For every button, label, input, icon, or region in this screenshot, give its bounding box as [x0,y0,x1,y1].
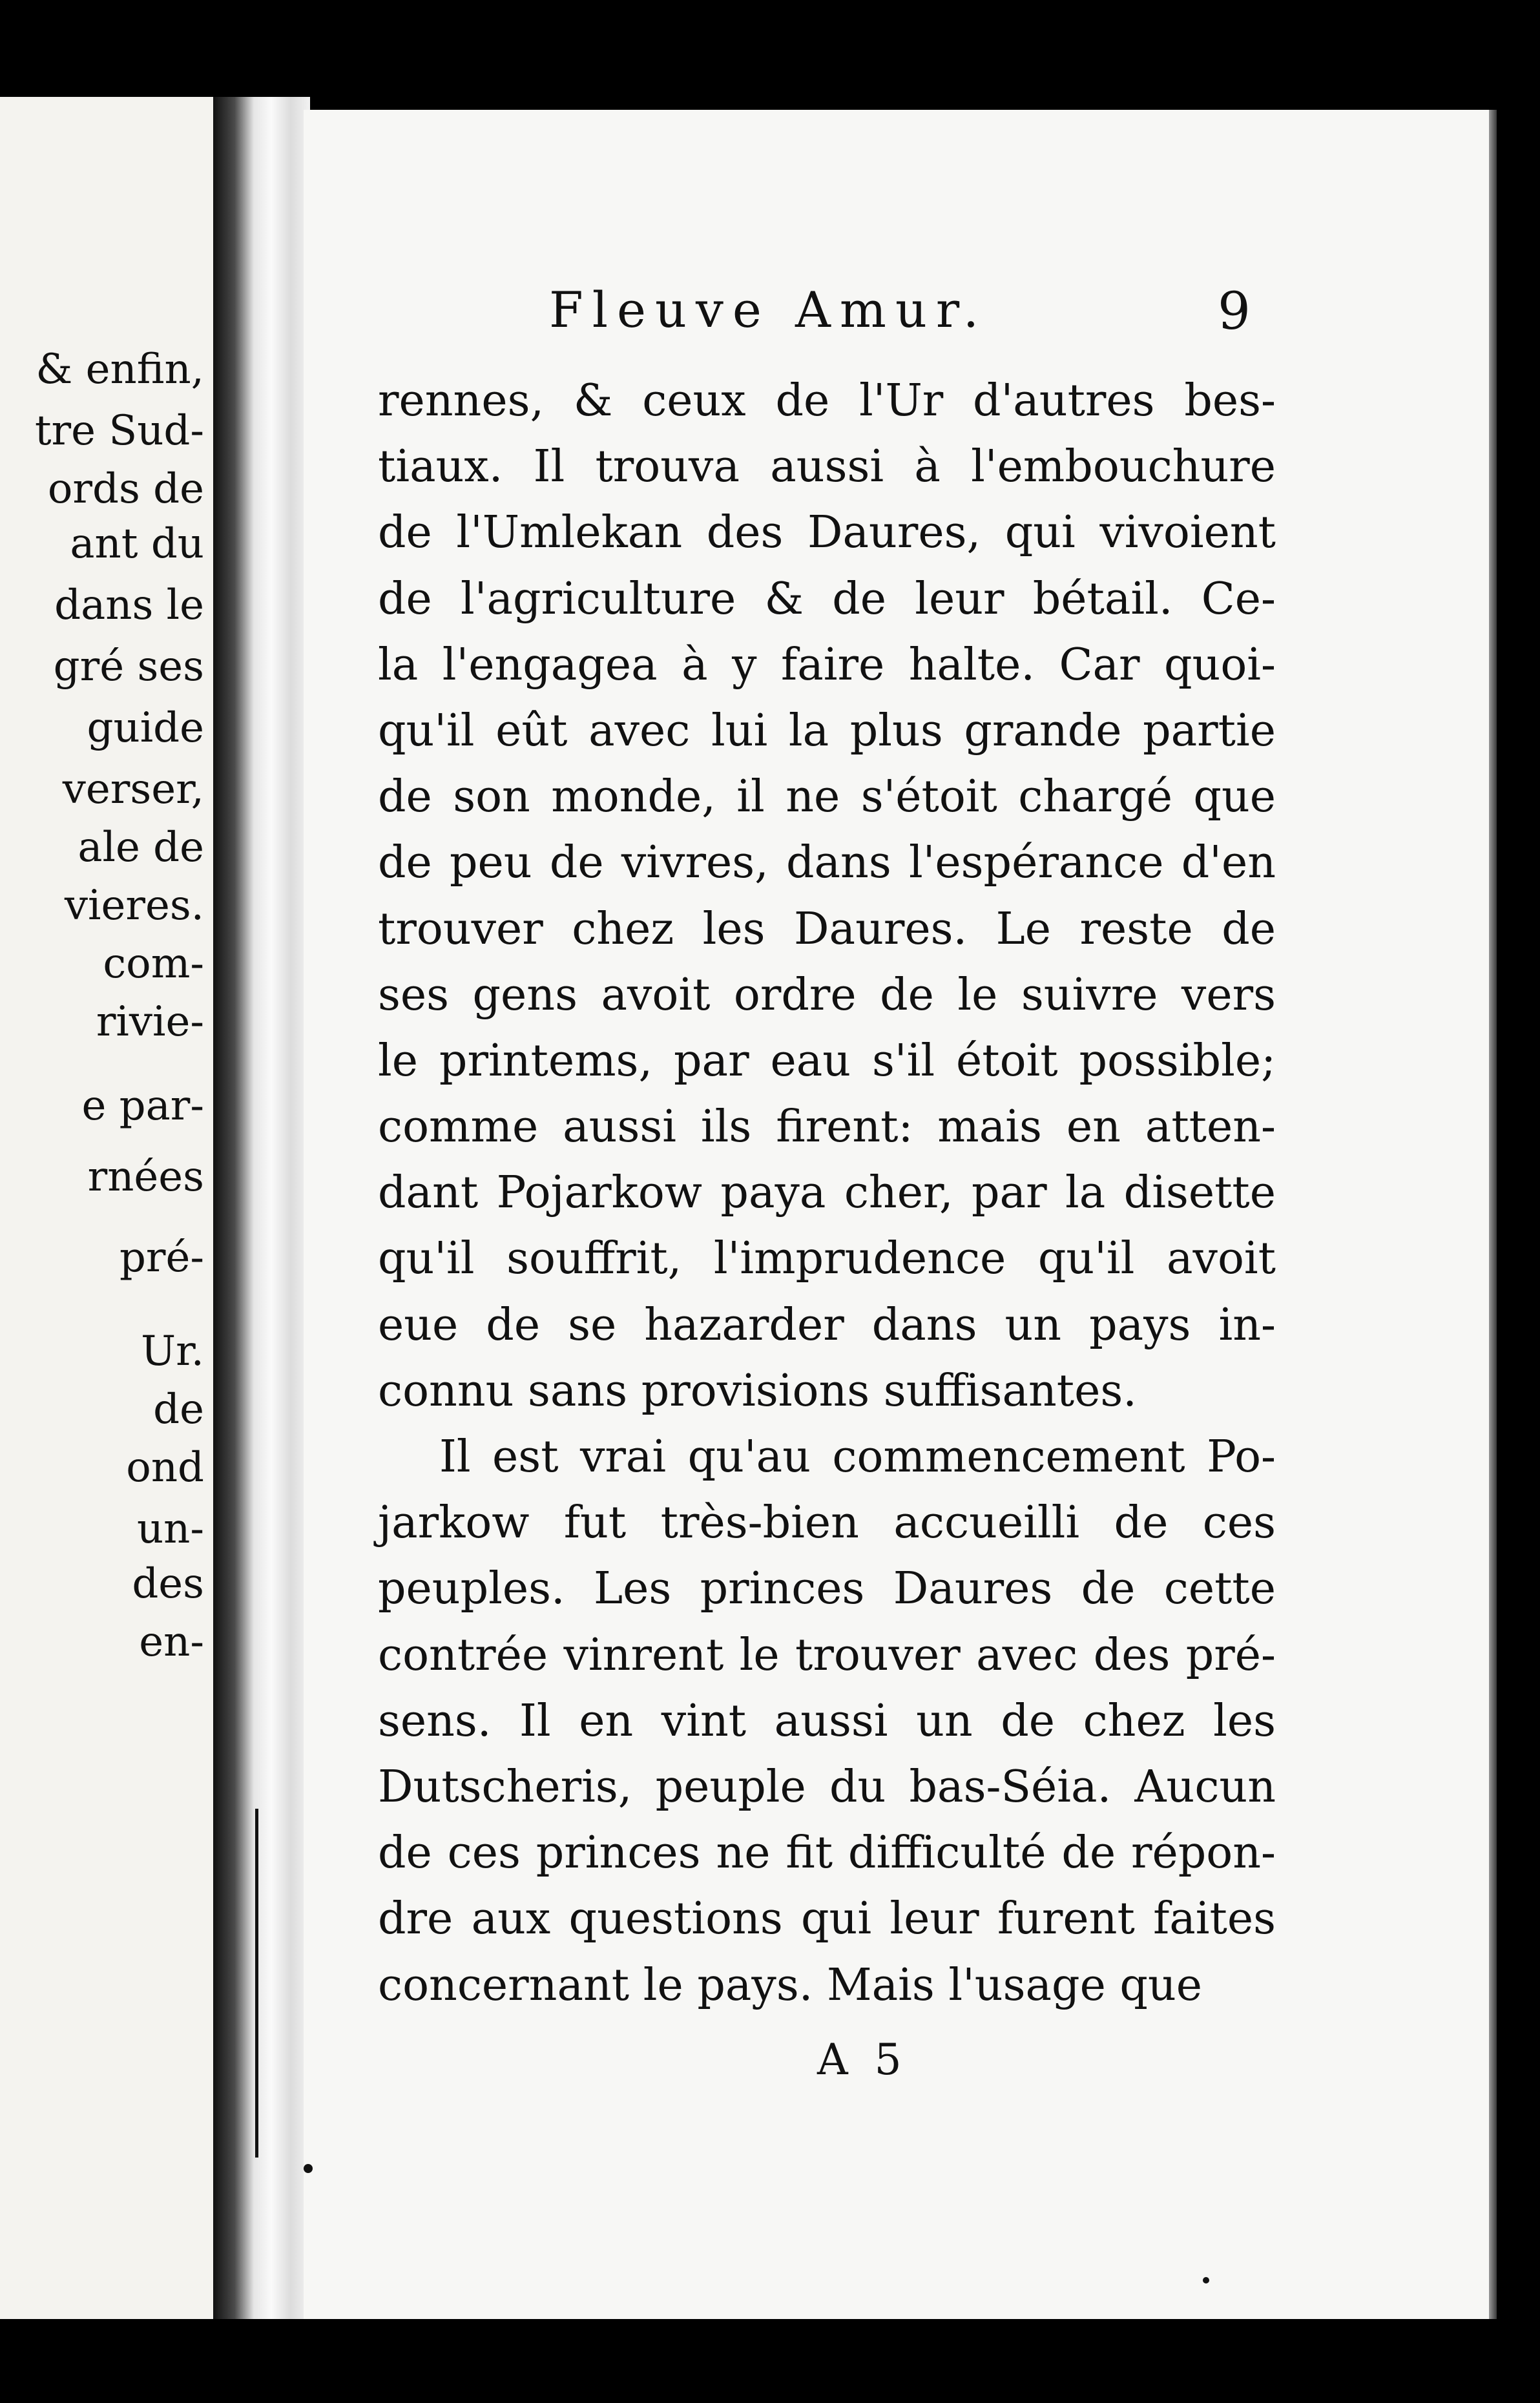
text-line: le printems, par eau s'il étoit possible; [378,1035,1276,1087]
left-page-fragment: tre Sud- [34,407,204,455]
left-page-fragment: rnées [87,1153,204,1201]
left-page-fragment: guide [87,704,204,752]
text-line: dant Pojarkow paya cher, par la disette [378,1167,1276,1219]
signature-mark: A 5 [817,2035,908,2085]
left-page-fragment: de [153,1386,204,1433]
left-page-fragment: & enfin, [36,346,204,393]
text-line: dre aux questions qui leur furent faites [378,1893,1276,1945]
text-line: la l'engagea à y faire halte. Car quoi- [378,639,1276,691]
text-line: Il est vrai qu'au commencement Po- [439,1431,1276,1482]
left-page-fragment: dans le [54,581,204,629]
running-title: Fleuve Amur. [549,281,988,338]
page-speck [1203,2277,1209,2283]
text-line: tiaux. Il trouva aussi à l'embouchure [378,441,1276,493]
book-gutter [213,97,310,2319]
text-line: Dutscheris, peuple du bas-Séia. Aucun [378,1761,1276,1813]
left-page-fragment: un- [136,1505,204,1553]
text-line: concernant le pays. Mais l'usage que [378,1959,1202,2011]
body-text [378,368,1276,2019]
text-line: de l'agriculture & de leur bétail. Ce- [378,573,1276,625]
text-line: de l'Umlekan des Daures, qui vivoient [378,507,1276,559]
left-page-fragment: pré- [119,1234,204,1282]
text-line: comme aussi ils firent: mais en atten- [378,1101,1276,1153]
left-page-fragment: en- [139,1618,204,1666]
text-line: ses gens avoit ordre de le suivre vers [378,969,1276,1021]
text-line: connu sans provisions suffisantes. [378,1365,1137,1417]
left-page [0,97,213,2319]
text-line: de son monde, il ne s'étoit chargé que [378,771,1276,823]
text-line: peuples. Les princes Daures de cette [378,1563,1276,1615]
left-page-fragment: ond [126,1444,204,1492]
left-page-fragment: gré ses [53,643,204,691]
gutter-stitch-mark [255,1809,258,2158]
left-page-fragment: verser, [62,765,204,813]
text-line: contrée vinrent le trouver avec des pré- [378,1629,1276,1681]
left-page-fragment: Ur. [141,1327,204,1375]
left-page-fragment: ords de [47,465,204,513]
left-page-fragment: des [132,1560,204,1608]
left-page-fragment: rivie- [96,998,204,1046]
text-line: rennes, & ceux de l'Ur d'autres bes- [378,375,1276,426]
left-page-fragment: com- [103,940,204,988]
left-page-fragment: ale de [78,824,204,871]
left-page-fragment: e par- [81,1082,204,1130]
page-edge-shadow [1489,110,1497,2319]
page-number: 9 [1218,281,1251,341]
text-line: trouver chez les Daures. Le reste de [378,903,1276,955]
text-line: sens. Il en vint aussi un de chez les [378,1695,1276,1747]
page-speck [304,2164,313,2173]
text-line: qu'il souffrit, l'imprudence qu'il avoit [378,1233,1276,1285]
left-page-fragment: ant du [70,520,204,568]
text-line: jarkow fut très-bien accueilli de ces [378,1497,1276,1549]
text-line: de peu de vivres, dans l'espérance d'en [378,837,1276,889]
text-line: qu'il eût avec lui la plus grande partie [378,705,1276,756]
left-page-fragment: vieres. [64,882,204,930]
text-line: de ces princes ne fit difficulté de répon- [378,1827,1276,1879]
text-line: eue de se hazarder dans un pays in- [378,1299,1276,1351]
